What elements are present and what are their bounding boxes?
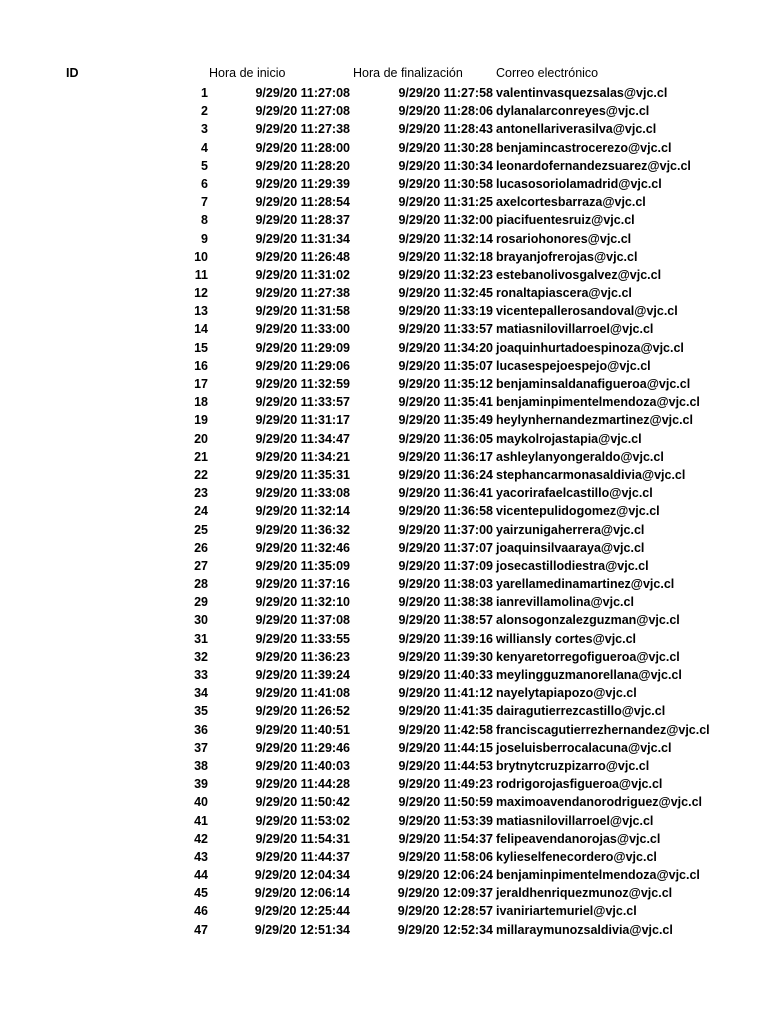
start-time-cell[interactable]: 9/29/20 11:32:59: [255, 377, 350, 391]
email-cell[interactable]: dylanalarconreyes@vjc.cl: [496, 104, 650, 119]
row-id-cell[interactable]: 45: [194, 886, 208, 901]
end-time-cell[interactable]: 9/29/20 11:36:41: [398, 486, 493, 501]
row-id-cell[interactable]: 35: [194, 704, 208, 719]
table-row[interactable]: [0, 284, 768, 302]
row-id-cell[interactable]: 31: [194, 631, 208, 646]
row-id-cell[interactable]: 21: [194, 449, 208, 464]
email-cell[interactable]: meylingguzmanorellana@vjc.cl: [496, 668, 682, 682]
table-row[interactable]: [0, 411, 768, 429]
end-time-cell[interactable]: 9/29/20 11:37:07: [398, 540, 493, 555]
email-cell[interactable]: williansly cortes@vjc.cl: [496, 631, 637, 646]
table-row[interactable]: [0, 430, 768, 448]
row-id-cell[interactable]: 23: [194, 486, 208, 501]
start-time-cell[interactable]: 9/29/20 11:27:08: [255, 104, 350, 119]
table-row[interactable]: [0, 866, 768, 884]
email-cell[interactable]: lucasosoriolamadrid@vjc.cl: [496, 176, 662, 191]
row-id-cell[interactable]: 3: [201, 122, 208, 137]
row-id-cell[interactable]: 19: [194, 413, 208, 428]
table-row[interactable]: [0, 739, 768, 757]
row-id-cell[interactable]: 22: [194, 467, 208, 482]
table-row[interactable]: [0, 248, 768, 266]
row-id-cell[interactable]: 1: [201, 86, 208, 100]
row-id-cell[interactable]: 15: [194, 340, 208, 355]
email-cell[interactable]: benjamincastrocerezo@vjc.cl: [496, 140, 672, 155]
start-time-cell[interactable]: 9/29/20 11:53:02: [255, 813, 350, 828]
row-id-cell[interactable]: 32: [194, 649, 208, 664]
row-id-cell[interactable]: 25: [194, 522, 208, 537]
start-time-cell[interactable]: 9/29/20 11:26:48: [255, 249, 350, 264]
table-row[interactable]: [0, 611, 768, 629]
email-cell[interactable]: yairzunigaherrera@vjc.cl: [496, 522, 645, 537]
end-time-cell[interactable]: 9/29/20 11:37:09: [398, 558, 493, 573]
end-time-cell[interactable]: 9/29/20 11:36:17: [398, 449, 493, 464]
email-cell[interactable]: vicentepallerosandoval@vjc.cl: [496, 304, 678, 319]
start-time-cell[interactable]: 9/29/20 12:25:44: [254, 904, 350, 919]
end-time-cell[interactable]: 9/29/20 11:34:20: [398, 340, 493, 355]
start-time-cell[interactable]: 9/29/20 11:29:46: [255, 740, 350, 755]
email-cell[interactable]: yacorirafaelcastillo@vjc.cl: [496, 486, 653, 501]
table-row[interactable]: [0, 921, 768, 939]
table-row[interactable]: [0, 902, 768, 920]
row-id-cell[interactable]: 47: [194, 922, 208, 937]
end-time-cell[interactable]: 9/29/20 11:33:19: [398, 304, 493, 319]
start-time-cell[interactable]: 9/29/20 11:37:16: [255, 577, 350, 592]
table-row[interactable]: [0, 302, 768, 320]
start-time-cell[interactable]: 9/29/20 11:32:10: [255, 595, 350, 610]
table-row[interactable]: [0, 848, 768, 866]
table-row[interactable]: [0, 648, 768, 666]
start-time-cell[interactable]: 9/29/20 11:32:46: [255, 540, 350, 555]
row-id-cell[interactable]: 2: [201, 104, 208, 119]
row-id-cell[interactable]: 11: [194, 267, 208, 282]
email-cell[interactable]: benjaminsaldanafigueroa@vjc.cl: [496, 377, 691, 391]
email-cell[interactable]: valentinvasquezsalas@vjc.cl: [496, 86, 668, 100]
end-time-cell[interactable]: 9/29/20 11:41:12: [398, 686, 493, 701]
table-row[interactable]: [0, 884, 768, 902]
table-row[interactable]: [0, 230, 768, 248]
start-time-cell[interactable]: 9/29/20 11:29:06: [255, 358, 350, 373]
row-id-cell[interactable]: 4: [201, 140, 208, 155]
end-time-cell[interactable]: 9/29/20 11:50:59: [398, 795, 493, 810]
start-time-cell[interactable]: 9/29/20 11:28:54: [255, 195, 350, 210]
start-time-cell[interactable]: 9/29/20 11:50:42: [255, 795, 350, 810]
row-id-cell[interactable]: 6: [201, 176, 208, 191]
row-id-cell[interactable]: 36: [194, 722, 208, 737]
row-id-cell[interactable]: 24: [194, 504, 208, 519]
email-cell[interactable]: antonellariverasilva@vjc.cl: [496, 122, 657, 137]
end-time-cell[interactable]: 9/29/20 11:40:33: [398, 668, 493, 682]
end-time-cell[interactable]: 9/29/20 11:39:16: [398, 631, 493, 646]
email-cell[interactable]: ronaltapiascera@vjc.cl: [496, 286, 632, 301]
email-cell[interactable]: alonsogonzalezguzman@vjc.cl: [496, 613, 680, 628]
end-time-cell[interactable]: 9/29/20 11:41:35: [398, 704, 493, 719]
row-id-cell[interactable]: 8: [201, 213, 208, 228]
email-cell[interactable]: joaquinhurtadoespinoza@vjc.cl: [496, 340, 684, 355]
row-id-cell[interactable]: 13: [194, 304, 208, 319]
email-cell[interactable]: franciscagutierrezhernandez@vjc.cl: [496, 722, 710, 737]
table-row[interactable]: [0, 830, 768, 848]
row-id-cell[interactable]: 20: [194, 431, 208, 446]
table-row[interactable]: [0, 211, 768, 229]
email-cell[interactable]: brayanjofrerojas@vjc.cl: [496, 249, 638, 264]
table-row[interactable]: [0, 575, 768, 593]
table-row[interactable]: [0, 357, 768, 375]
row-id-cell[interactable]: 17: [194, 377, 208, 391]
email-cell[interactable]: kenyaretorregofigueroa@vjc.cl: [496, 649, 680, 664]
row-id-cell[interactable]: 42: [194, 831, 208, 846]
start-time-cell[interactable]: 9/29/20 11:36:32: [255, 522, 350, 537]
start-time-cell[interactable]: 9/29/20 12:04:34: [254, 868, 350, 883]
end-time-cell[interactable]: 9/29/20 11:32:00: [398, 213, 493, 228]
start-time-cell[interactable]: 9/29/20 11:40:51: [255, 722, 350, 737]
email-cell[interactable]: estebanolivosgalvez@vjc.cl: [496, 267, 662, 282]
start-time-cell[interactable]: 9/29/20 11:35:31: [255, 467, 350, 482]
table-row[interactable]: [0, 721, 768, 739]
end-time-cell[interactable]: 9/29/20 12:09:37: [397, 886, 493, 901]
row-id-cell[interactable]: 28: [194, 577, 208, 592]
end-time-cell[interactable]: 9/29/20 11:27:58: [398, 86, 493, 100]
end-time-cell[interactable]: 9/29/20 12:28:57: [397, 904, 493, 919]
email-cell[interactable]: maximoavendanorodriguez@vjc.cl: [496, 795, 702, 810]
row-id-cell[interactable]: 14: [194, 322, 208, 337]
email-cell[interactable]: vicentepulidogomez@vjc.cl: [496, 504, 660, 519]
table-row[interactable]: [0, 812, 768, 830]
start-time-cell[interactable]: 9/29/20 11:34:47: [255, 431, 350, 446]
email-cell[interactable]: nayelytapiapozo@vjc.cl: [496, 686, 637, 701]
end-time-cell[interactable]: 9/29/20 11:28:06: [398, 104, 493, 119]
start-time-cell[interactable]: 9/29/20 11:27:38: [255, 122, 350, 137]
table-row[interactable]: [0, 120, 768, 138]
email-cell[interactable]: benjaminpimentelmendoza@vjc.cl: [496, 868, 700, 883]
start-time-cell[interactable]: 9/29/20 11:33:08: [255, 486, 350, 501]
email-cell[interactable]: leonardofernandezsuarez@vjc.cl: [496, 158, 691, 173]
email-cell[interactable]: benjaminpimentelmendoza@vjc.cl: [496, 395, 700, 410]
start-time-cell[interactable]: 9/29/20 11:28:00: [255, 140, 350, 155]
email-cell[interactable]: ianrevillamolina@vjc.cl: [496, 595, 634, 610]
email-cell[interactable]: matiasnilovillarroel@vjc.cl: [496, 813, 654, 828]
end-time-cell[interactable]: 9/29/20 11:42:58: [398, 722, 493, 737]
start-time-cell[interactable]: 9/29/20 11:28:37: [255, 213, 350, 228]
row-id-cell[interactable]: 44: [194, 868, 208, 883]
email-cell[interactable]: millaraymunozsaldivia@vjc.cl: [496, 922, 673, 937]
start-time-cell[interactable]: 9/29/20 11:28:20: [255, 158, 350, 173]
row-id-cell[interactable]: 18: [194, 395, 208, 410]
end-time-cell[interactable]: 9/29/20 11:35:49: [398, 413, 493, 428]
table-row[interactable]: [0, 139, 768, 157]
row-id-cell[interactable]: 9: [201, 231, 208, 246]
table-row[interactable]: [0, 448, 768, 466]
table-row[interactable]: [0, 157, 768, 175]
email-cell[interactable]: maykolrojastapia@vjc.cl: [496, 431, 642, 446]
email-cell[interactable]: matiasnilovillarroel@vjc.cl: [496, 322, 654, 337]
table-row[interactable]: [0, 266, 768, 284]
email-cell[interactable]: kylieselfenecordero@vjc.cl: [496, 849, 657, 864]
header-email[interactable]: Correo electrónico: [496, 66, 599, 80]
end-time-cell[interactable]: 9/29/20 11:36:58: [398, 504, 493, 519]
email-cell[interactable]: yarellamedinamartinez@vjc.cl: [496, 577, 675, 592]
email-cell[interactable]: ivaniriartemuriel@vjc.cl: [496, 904, 637, 919]
start-time-cell[interactable]: 9/29/20 11:34:21: [255, 449, 350, 464]
end-time-cell[interactable]: 9/29/20 11:53:39: [398, 813, 493, 828]
row-id-cell[interactable]: 38: [194, 758, 208, 773]
start-time-cell[interactable]: 9/29/20 12:51:34: [254, 922, 350, 937]
table-row[interactable]: [0, 375, 768, 393]
end-time-cell[interactable]: 9/29/20 11:37:00: [398, 522, 493, 537]
row-id-cell[interactable]: 34: [194, 686, 208, 701]
email-cell[interactable]: brytnytcruzpizarro@vjc.cl: [496, 758, 650, 773]
table-row[interactable]: [0, 593, 768, 611]
end-time-cell[interactable]: 9/29/20 11:38:38: [398, 595, 493, 610]
row-id-cell[interactable]: 5: [201, 158, 208, 173]
table-row[interactable]: [0, 666, 768, 684]
start-time-cell[interactable]: 9/29/20 11:35:09: [255, 558, 350, 573]
start-time-cell[interactable]: 9/29/20 11:33:57: [255, 395, 350, 410]
end-time-cell[interactable]: 9/29/20 12:06:24: [397, 868, 493, 883]
header-id[interactable]: ID: [66, 66, 79, 80]
table-row[interactable]: [0, 557, 768, 575]
start-time-cell[interactable]: 9/29/20 11:29:39: [255, 176, 350, 191]
start-time-cell[interactable]: 9/29/20 11:33:00: [255, 322, 350, 337]
email-cell[interactable]: joseluisberrocalacuna@vjc.cl: [496, 740, 672, 755]
start-time-cell[interactable]: 9/29/20 11:26:52: [255, 704, 350, 719]
table-row[interactable]: [0, 684, 768, 702]
end-time-cell[interactable]: 9/29/20 11:38:57: [398, 613, 493, 628]
end-time-cell[interactable]: 9/29/20 11:58:06: [398, 849, 493, 864]
end-time-cell[interactable]: 9/29/20 11:54:37: [398, 831, 493, 846]
end-time-cell[interactable]: 9/29/20 11:35:41: [398, 395, 493, 410]
table-row[interactable]: [0, 339, 768, 357]
end-time-cell[interactable]: 9/29/20 11:32:14: [398, 231, 493, 246]
start-time-cell[interactable]: 9/29/20 11:40:03: [255, 758, 350, 773]
row-id-cell[interactable]: 27: [194, 558, 208, 573]
end-time-cell[interactable]: 9/29/20 11:30:28: [398, 140, 493, 155]
email-cell[interactable]: josecastillodiestra@vjc.cl: [496, 558, 649, 573]
end-time-cell[interactable]: 9/29/20 11:35:07: [398, 358, 493, 373]
table-row[interactable]: [0, 193, 768, 211]
end-time-cell[interactable]: 9/29/20 11:28:43: [398, 122, 493, 137]
start-time-cell[interactable]: 9/29/20 11:32:14: [255, 504, 350, 519]
row-id-cell[interactable]: 26: [194, 540, 208, 555]
row-id-cell[interactable]: 37: [194, 740, 208, 755]
row-id-cell[interactable]: 12: [194, 286, 208, 301]
start-time-cell[interactable]: 9/29/20 11:29:09: [255, 340, 350, 355]
email-cell[interactable]: piacifuentesruiz@vjc.cl: [496, 213, 635, 228]
end-time-cell[interactable]: 9/29/20 11:36:24: [398, 467, 493, 482]
end-time-cell[interactable]: 9/29/20 11:36:05: [398, 431, 493, 446]
start-time-cell[interactable]: 9/29/20 11:31:17: [255, 413, 350, 428]
email-cell[interactable]: stephancarmonasaldivia@vjc.cl: [496, 467, 686, 482]
row-id-cell[interactable]: 16: [194, 358, 208, 373]
email-cell[interactable]: heylynhernandezmartinez@vjc.cl: [496, 413, 693, 428]
end-time-cell[interactable]: 9/29/20 11:38:03: [398, 577, 493, 592]
table-body: [0, 84, 768, 939]
start-time-cell[interactable]: 9/29/20 11:44:37: [255, 849, 350, 864]
table-row[interactable]: [0, 175, 768, 193]
start-time-cell[interactable]: 9/29/20 11:36:23: [255, 649, 350, 664]
table-row[interactable]: [0, 393, 768, 411]
start-time-cell[interactable]: 9/29/20 11:37:08: [255, 613, 350, 628]
email-cell[interactable]: lucasespejoespejo@vjc.cl: [496, 358, 651, 373]
row-id-cell[interactable]: 41: [194, 813, 208, 828]
end-time-cell[interactable]: 9/29/20 11:39:30: [398, 649, 493, 664]
start-time-cell[interactable]: 9/29/20 11:33:55: [255, 631, 350, 646]
start-time-cell[interactable]: 9/29/20 11:31:02: [255, 267, 350, 282]
end-time-cell[interactable]: 9/29/20 11:32:18: [398, 249, 493, 264]
start-time-cell[interactable]: 9/29/20 11:41:08: [255, 686, 350, 701]
end-time-cell[interactable]: 9/29/20 11:32:23: [398, 267, 493, 282]
row-id-cell[interactable]: 40: [194, 795, 208, 810]
table-row[interactable]: [0, 775, 768, 793]
start-time-cell[interactable]: 9/29/20 11:44:28: [255, 777, 350, 792]
table-row[interactable]: [0, 630, 768, 648]
email-cell[interactable]: ashleylanyongeraldo@vjc.cl: [496, 449, 664, 464]
end-time-cell[interactable]: 9/29/20 12:52:34: [397, 922, 493, 937]
start-time-cell[interactable]: 9/29/20 11:54:31: [255, 831, 350, 846]
email-cell[interactable]: rodrigorojasfigueroa@vjc.cl: [496, 777, 663, 792]
email-cell[interactable]: joaquinsilvaaraya@vjc.cl: [496, 540, 645, 555]
email-cell[interactable]: dairagutierrezcastillo@vjc.cl: [496, 704, 666, 719]
table-row[interactable]: [0, 502, 768, 520]
end-time-cell[interactable]: 9/29/20 11:31:25: [398, 195, 493, 210]
row-id-cell[interactable]: 30: [194, 613, 208, 628]
end-time-cell[interactable]: 9/29/20 11:30:58: [398, 176, 493, 191]
row-id-cell[interactable]: 43: [194, 849, 208, 864]
table-row[interactable]: [0, 466, 768, 484]
email-cell[interactable]: felipeavendanorojas@vjc.cl: [496, 831, 661, 846]
table-row[interactable]: [0, 320, 768, 338]
end-time-cell[interactable]: 9/29/20 11:33:57: [398, 322, 493, 337]
start-time-cell[interactable]: 9/29/20 11:31:58: [255, 304, 350, 319]
table-row[interactable]: [0, 757, 768, 775]
header-end-time[interactable]: Hora de finalización: [353, 66, 463, 80]
table-row[interactable]: [0, 539, 768, 557]
row-id-cell[interactable]: 7: [201, 195, 208, 210]
end-time-cell[interactable]: 9/29/20 11:30:34: [398, 158, 493, 173]
row-id-cell[interactable]: 10: [194, 249, 208, 264]
end-time-cell[interactable]: 9/29/20 11:44:15: [398, 740, 493, 755]
start-time-cell[interactable]: 9/29/20 11:39:24: [255, 668, 350, 682]
table-row[interactable]: [0, 84, 768, 102]
end-time-cell[interactable]: 9/29/20 11:35:12: [398, 377, 493, 391]
end-time-cell[interactable]: 9/29/20 11:49:23: [398, 777, 493, 792]
end-time-cell[interactable]: 9/29/20 11:32:45: [398, 286, 493, 301]
table-row[interactable]: [0, 521, 768, 539]
start-time-cell[interactable]: 9/29/20 11:27:08: [255, 86, 350, 100]
email-cell[interactable]: jeraldhenriquezmunoz@vjc.cl: [496, 886, 673, 901]
row-id-cell[interactable]: 39: [194, 777, 208, 792]
table-row[interactable]: [0, 793, 768, 811]
table-row[interactable]: [0, 484, 768, 502]
start-time-cell[interactable]: 9/29/20 11:27:38: [255, 286, 350, 301]
end-time-cell[interactable]: 9/29/20 11:44:53: [398, 758, 493, 773]
table-row[interactable]: [0, 102, 768, 120]
row-id-cell[interactable]: 33: [194, 668, 208, 682]
header-start-time[interactable]: Hora de inicio: [209, 66, 286, 80]
email-cell[interactable]: axelcortesbarraza@vjc.cl: [496, 195, 646, 210]
row-id-cell[interactable]: 29: [194, 595, 208, 610]
start-time-cell[interactable]: 9/29/20 11:31:34: [255, 231, 350, 246]
row-id-cell[interactable]: 46: [194, 904, 208, 919]
email-cell[interactable]: rosariohonores@vjc.cl: [496, 231, 632, 246]
start-time-cell[interactable]: 9/29/20 12:06:14: [254, 886, 350, 901]
table-row[interactable]: [0, 702, 768, 720]
